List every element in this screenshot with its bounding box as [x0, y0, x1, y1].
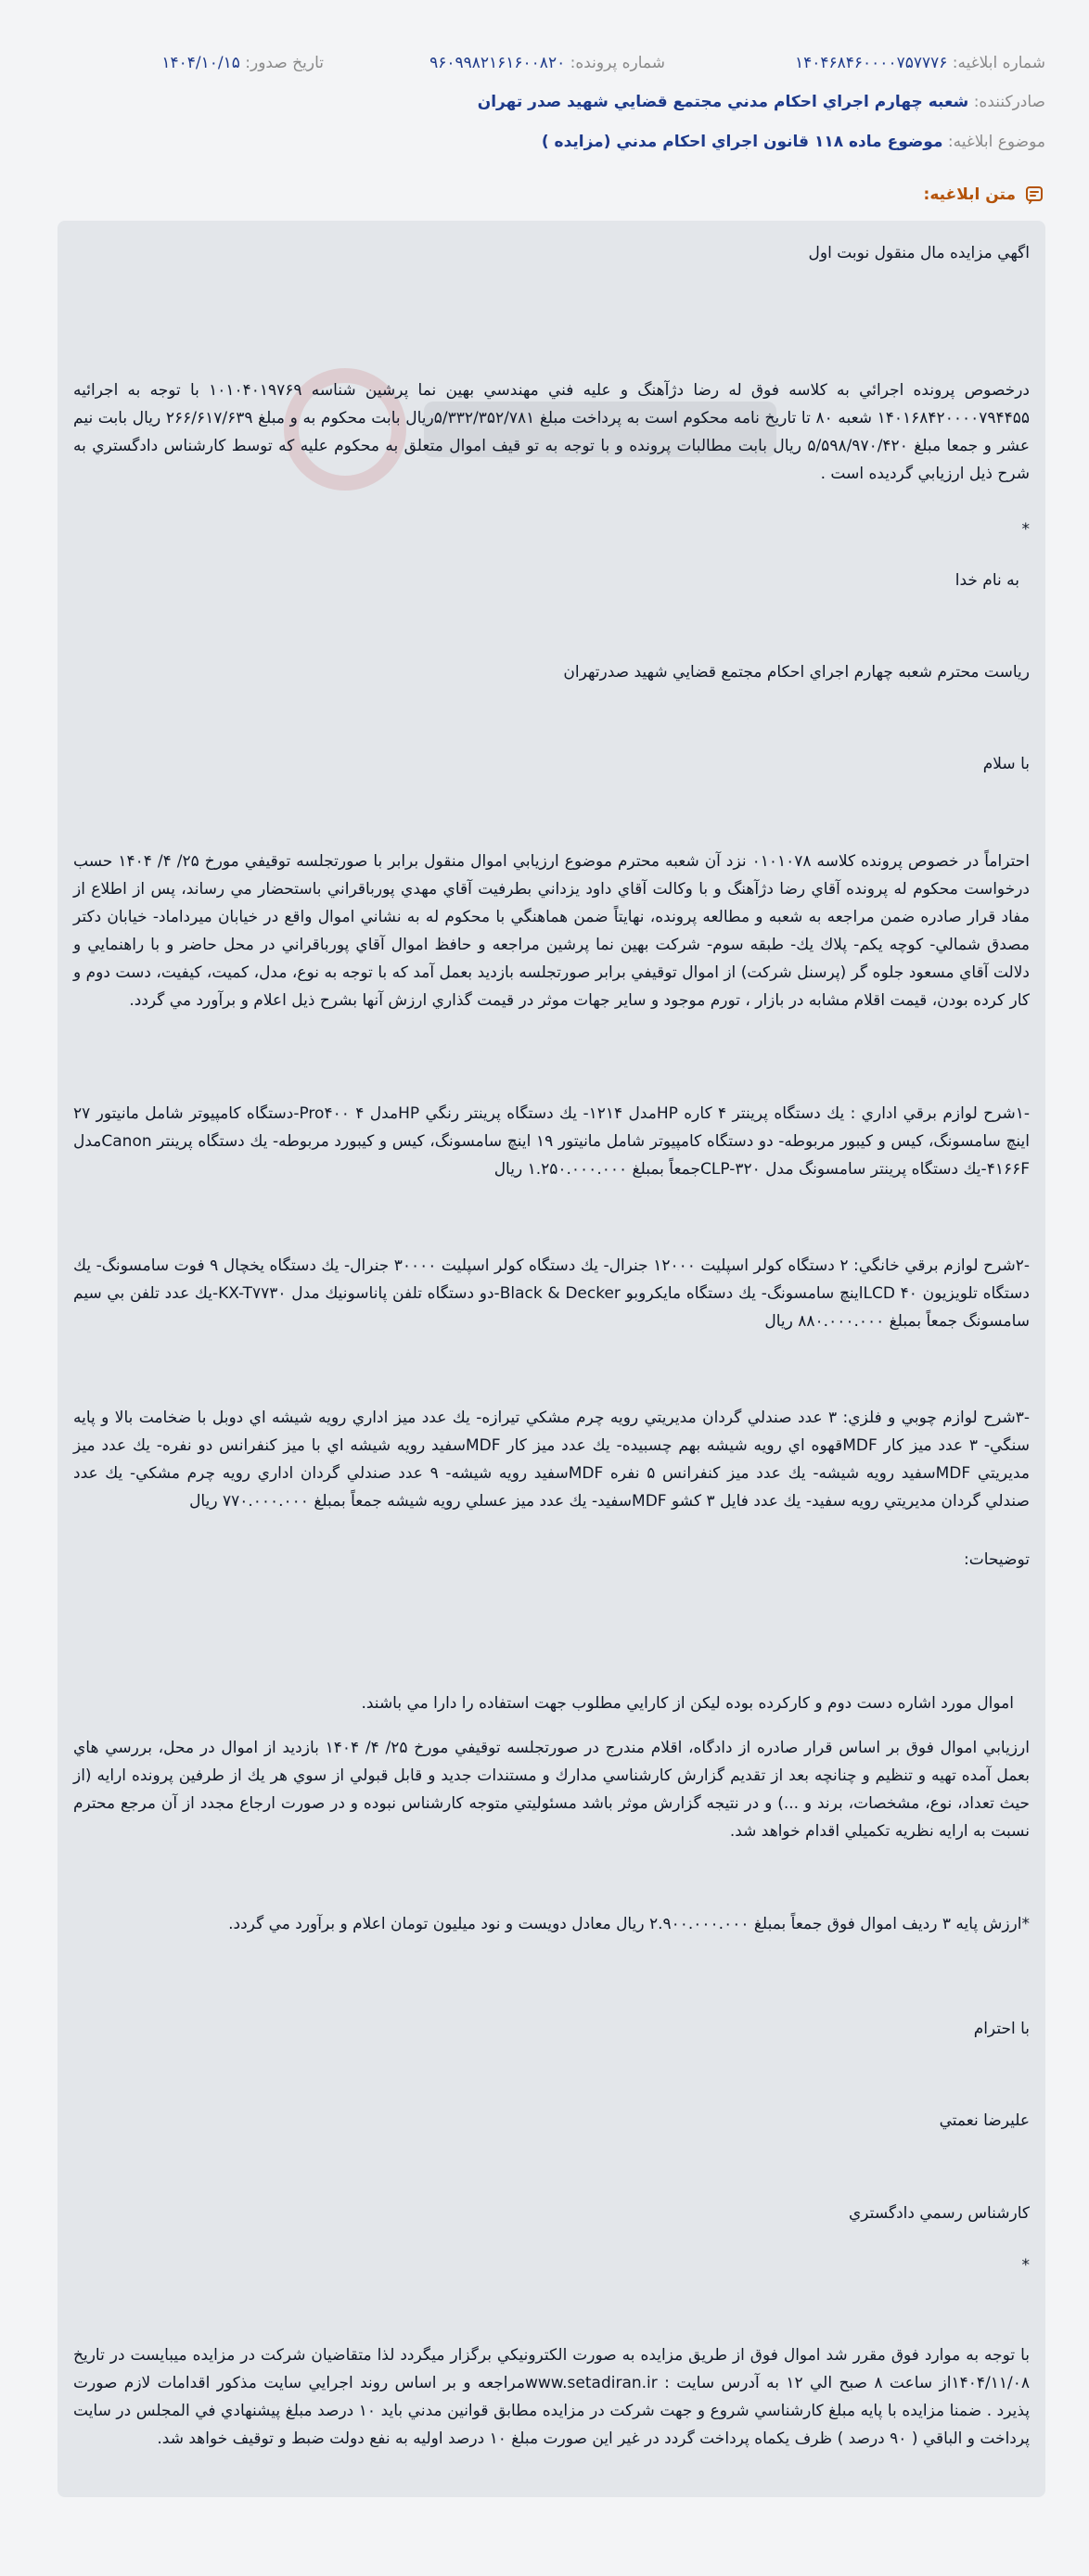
closing-regards: با احترام [973, 2020, 1030, 2038]
separator-star: * [1021, 520, 1030, 539]
document-text-icon [1023, 184, 1045, 206]
greeting-line: با سلام [982, 755, 1030, 773]
notice-heading: اگهي مزايده مال منقول نوبت اول [808, 244, 1030, 262]
item-group-2-home-appliances: -۲شرح لوازم برقي خانگي: ۲ دستگاه كولر اسپليت ۱۲۰۰۰ جنرال- يك دستگاه كولر اسپليت ۳۰۰۰۰ جنرال- يك دستگاه يخچال ۹ فوت سامسونگ- يك دستگاه تلويزيون LCD ۴۰اينچ سامسونگ- يك دستگاه مايكروبو Black & Decker-دو دستگاه تلفن پاناسونيك مدل KX-T۷۷۳۰-يك عدد تلفن بي سيم سامسونگ جمعاً بمبلغ ۸۸۰.۰۰۰.۰۰۰ ريال [73, 1256, 1030, 1331]
expert-report-paragraph: احتراماً در خصوص پرونده كلاسه ۰۱۰۱۰۷۸ نزد آن شعبه محترم موضوع ارزيابي اموال منقول برابر با صورتجلسه توقيفي مورخ ۲۵/ ۴/ ۱۴۰۴ حسب درخواست محکوم له پرونده آقاي رضا دژآهنگ و با وكالت آقاي داود يزداني بطرفيت آقاي مهدي پورباقراني باستحضار مي رساند، پس از اطلاع از مفاد قرار صادره ضمن مراجعه به شعبه و مطالعه پرونده، نهايتاً ضمن هماهنگي با محكوم له به نشاني اموال واقع در خيابان ميرداماد- خيابان دكتر مصدق شمالي- كوچه يكم- پلاك يك- طبقه سوم- شركت بهين نما پرشين مراجعه و حافظ اموال آقاي پورباقراني در محل حاضر و با راهنمايي و دلالت آقاي مسعود جلوه گر (پرسنل شركت) از اموال توقيفي برابر صورتجلسه بازديد بعمل آمد كه با توجه به نوع، مدل، كميت، كيفيت، دست دوم و كار كرده بودن، قيمت اقلام مشابه در بازار ، تورم موجود و ساير جهات موثر در قيمت گذاري ارزش آنها بشرح ذيل اعلام و برآورد مي گردد. [73, 852, 1030, 1010]
separator-star-2: * [1021, 2256, 1030, 2275]
item-group-3-furniture: -۳شرح لوازم چوبي و فلزي: ۳ عدد صندلي گردان مديريتي رويه چرم مشكي تيرازه- يك عدد ميز اداري رويه شيشه اي دوبل با ضخامت بالا و پايه سنگي- ۳ عدد ميز كار MDFقهوه اي رويه شيشه بهم چسبيده- يك عدد ميز كار MDFسفيد رويه شيشه اي با ميز كنفرانس دو نفره- يك عدد ميز مديريتي MDFسفيد رويه شيشه- يك عدد ميز كنفرانس ۵ نفره MDFسفيد رويه شيشه- ۹ عدد صندلي گردان اداري رويه چرم مشكي- يك عدد صندلي گردان مديريتي رويه سفيد- يك عدد فايل ۳ كشو MDFسفيد- يك عدد ميز عسلي رويه شيشه جمعاً بمبلغ ۷۷۰.۰۰۰.۰۰۰ ريال [73, 1409, 1030, 1511]
auction-instructions-paragraph: با توجه به موارد فوق مقرر شد اموال فوق از طريق مزايده به صورت الکترونيکي برگزار ميگردد لذا متقاضيان شرکت در مزايده ميبايست در تاريخ ۱۴۰۴/۱۱/۰۸از ساعت ۸ صبح الي ۱۲ به آدرس سايت : www.setadiran.irمراجعه و بر اساس روند اجرايي سايت مذکور اقدامات لازم صورت پذيرد . ضمنا مزايده با پايه مبلغ کارشناسي شروع و جهت شرکت در مزايده مطابق قوانين مدني بايد ۱۰ درصد مبلغ پيشنهادي في المجلس در سايت پرداخت و الباقي ( ۹۰ درصد ) ظرف يکماه پرداخت گردد در غير اين صورت مبلغ ۱۰ درصد اوليه به نفع دولت ضبط و توقيف خواهد شد. [73, 2346, 1030, 2448]
case-summary-paragraph: درخصوص پرونده اجرائي به كلاسه فوق له رضا دژآهنگ و عليه فني مهندسي بهين نما پرشين شناسه ۱۰۱۰۴۰۱۹۷۶۹ با توجه به اجرائيه ۱۴۰۱۶۸۴۲۰۰۰۰۷۹۴۴۵۵ شعبه ۸۰ تا تاريخ نامه محکوم است به پرداخت مبلغ ۵/۳۳۲/۳۵۲/۷۸۱ريال بابت محکوم به و مبلغ ۲۶۶/۶۱۷/۶۳۹ ريال بابت نيم عشر و جمعا مبلغ ۵/۵۹۸/۹۷۰/۴۲۰ ريال بابت مطالبات پرونده و با توجه به تو قيف اموال متعلق به محکوم عليه که توسط کارشناس دادگستري به شرح ذيل ارزيابي گرديده است . [73, 381, 1030, 483]
expert-title: كارشناس رسمي دادگستري [849, 2204, 1030, 2223]
item-group-1-office-electrics: -۱شرح لوازم برقي اداري : يك دستگاه پرينتر ۴ كاره HPمدل ۱۲۱۴- يك دستگاه پرينتر رنگي HPمدل ۴ Pro۴۰۰-دستگاه كامپيوتر شامل مانيتور ۲۷ اينچ سامسونگ، كيس و كيبور مربوطه- دو دستگاه كامپيوتر شامل مانيتور ۱۹ اينچ سامسونگ، كيس و كيبورد مربوطه- يك دستگاه پرينتر Canonمدل ۴۱۶۶F-يك دستگاه پرينتر سامسونگ مدل CLP-۳۲۰جمعاً بمبلغ ۱.۲۵۰.۰۰۰.۰۰۰ ريال [73, 1104, 1030, 1179]
bismillah-line: به نام خدا [954, 571, 1019, 590]
notice-body [58, 221, 1045, 2497]
issue-date: تاريخ صدور: ۱۴۰۴/۱۰/۱۵ [161, 54, 324, 72]
case-number: شماره پرونده: ۹۶۰۹۹۸۲۱۶۱۶۰۰۸۲۰ [429, 54, 665, 72]
expert-name: عليرضا نعمتي [939, 2111, 1030, 2130]
total-base-value: *ارزش پايه ۳ رديف اموال فوق جمعاً بمبلغ ۲.۹۰۰.۰۰۰.۰۰۰ ريال معادل دويست و نود ميليون تومان اعلام و برآورد مي گردد. [228, 1915, 1030, 1933]
notice-header [0, 0, 1089, 185]
notice-text-title: متن ابلاغيه: [924, 184, 1045, 206]
valuation-note-paragraph: ارزيابي اموال فوق بر اساس قرار صادره از دادگاه، اقلام مندرج در صورتجلسه توقيفي مورخ ۲۵/ ۴/ ۱۴۰۴ بازديد از اموال در محل، بررسي هاي بعمل آمده تهيه و تنظيم و چنانچه بعد از تقديم گزارش كارشناسي مدارك و مستندات جديد و قابل قبولي از سوي هر يك از طرفين پرونده ارايه (از حيث تعداد، نوع، مشخصات، برند و ...) و در نتيجه گزارش موثر باشد مسئوليتي متوجه كارشناس نبوده و در صورت ارجاع مجدد از آن مرجع محترم نسبت به ارايه نظريه تكميلي اقدام خواهد شد. [73, 1739, 1030, 1841]
notice-number: شماره ابلاغيه: ۱۴۰۴۶۸۴۶۰۰۰۰۷۵۷۷۷۶ [795, 54, 1045, 72]
condition-note: اموال مورد اشاره دست دوم و كاركرده بوده ليكن از كارايي مطلوب جهت استفاده را دارا مي باشند. [361, 1694, 1014, 1713]
addressee-line: رياست محترم شعبه چهارم اجراي احکام مجتمع قضايي شهيد صدرتهران [563, 663, 1030, 682]
issuer-row: صادرکننده: شعبه چهارم اجراي احکام مدني مجتمع قضايي شهيد صدر تهران [477, 93, 1045, 111]
explanations-heading: توضيحات: [964, 1550, 1030, 1569]
subject-row: موضوع ابلاغيه: موضوع ماده ۱۱۸ قانون اجراي احکام مدني (مزايده ) [541, 133, 1045, 151]
